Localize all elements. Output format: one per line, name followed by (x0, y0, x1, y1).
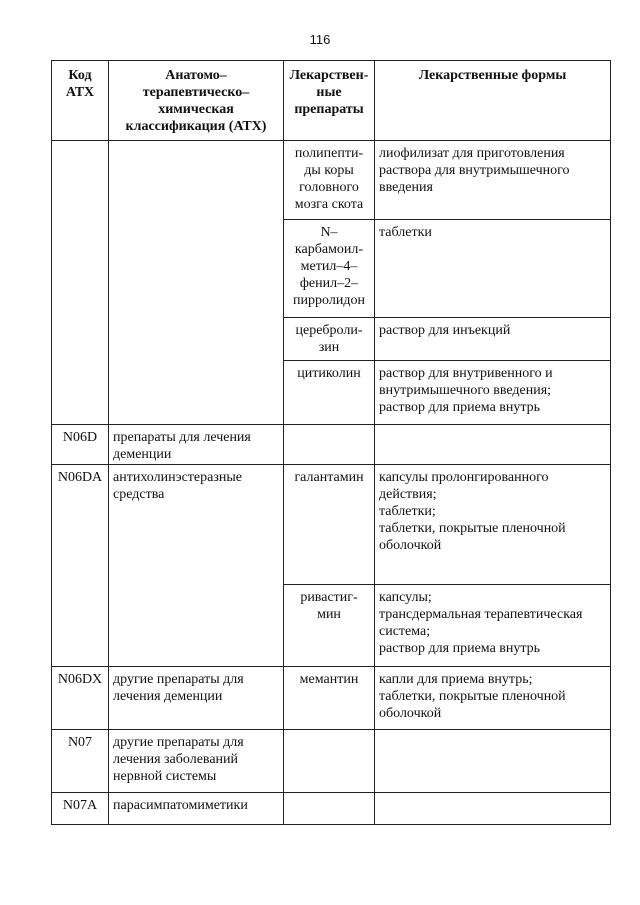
header-classification: Анатомо– терапевтическо– химическая классификация (АТХ) (109, 61, 284, 141)
drug-cell: мемантин (284, 667, 375, 730)
forms-cell: капсулы; трансдермальная терапевтическая система; раствор для приема внутрь (375, 585, 611, 667)
table-row (52, 425, 611, 465)
forms-cell: раствор для внутривенного и внутримышечного введения; раствор для приема внутрь (375, 361, 611, 425)
forms-cell: лиофилизат для приготовления раствора для внутримышечного введения (375, 141, 611, 220)
classification-cell: препараты для лечения деменции (109, 425, 284, 465)
forms-cell: капли для приема внутрь; таблетки, покрытые пленочной оболочкой (375, 667, 611, 730)
table-row (52, 141, 611, 220)
forms-cell: раствор для инъекций (375, 318, 611, 361)
drug-cell: цереброли- зин (284, 318, 375, 361)
code-cell: N06DX (52, 667, 109, 730)
drug-cell: ривастиг- мин (284, 585, 375, 667)
table-row (52, 465, 611, 585)
header-forms: Лекарственные формы (375, 61, 611, 141)
forms-cell (375, 730, 611, 793)
forms-cell (375, 793, 611, 825)
code-cell (52, 141, 109, 425)
code-cell: N06DA (52, 465, 109, 667)
drug-cell (284, 730, 375, 793)
table-row (52, 730, 611, 793)
atc-table (51, 60, 611, 825)
forms-cell: таблетки (375, 220, 611, 318)
code-cell: N06D (52, 425, 109, 465)
code-cell: N07A (52, 793, 109, 825)
classification-cell: антихолинэстеразные средства (109, 465, 284, 667)
table-header-row (52, 61, 611, 141)
drug-cell: полипепти- ды коры головного мозга скота (284, 141, 375, 220)
drug-cell: N– карбамоил- метил–4– фенил–2– пирролидон (284, 220, 375, 318)
drug-cell (284, 793, 375, 825)
classification-cell (109, 141, 284, 425)
classification-cell: другие препараты для лечения деменции (109, 667, 284, 730)
code-cell: N07 (52, 730, 109, 793)
page-number: 116 (309, 32, 331, 47)
table-row (52, 793, 611, 825)
table-row (52, 667, 611, 730)
header-drugs: Лекарствен- ные препараты (284, 61, 375, 141)
drug-cell: цитиколин (284, 361, 375, 425)
classification-cell: другие препараты для лечения заболеваний нервной системы (109, 730, 284, 793)
forms-cell (375, 425, 611, 465)
classification-cell: парасимпатомиметики (109, 793, 284, 825)
drug-cell: галантамин (284, 465, 375, 585)
header-code: Код АТХ (52, 61, 109, 141)
drug-cell (284, 425, 375, 465)
forms-cell: капсулы пролонгированного действия; таблетки; таблетки, покрытые пленочной оболочкой (375, 465, 611, 585)
